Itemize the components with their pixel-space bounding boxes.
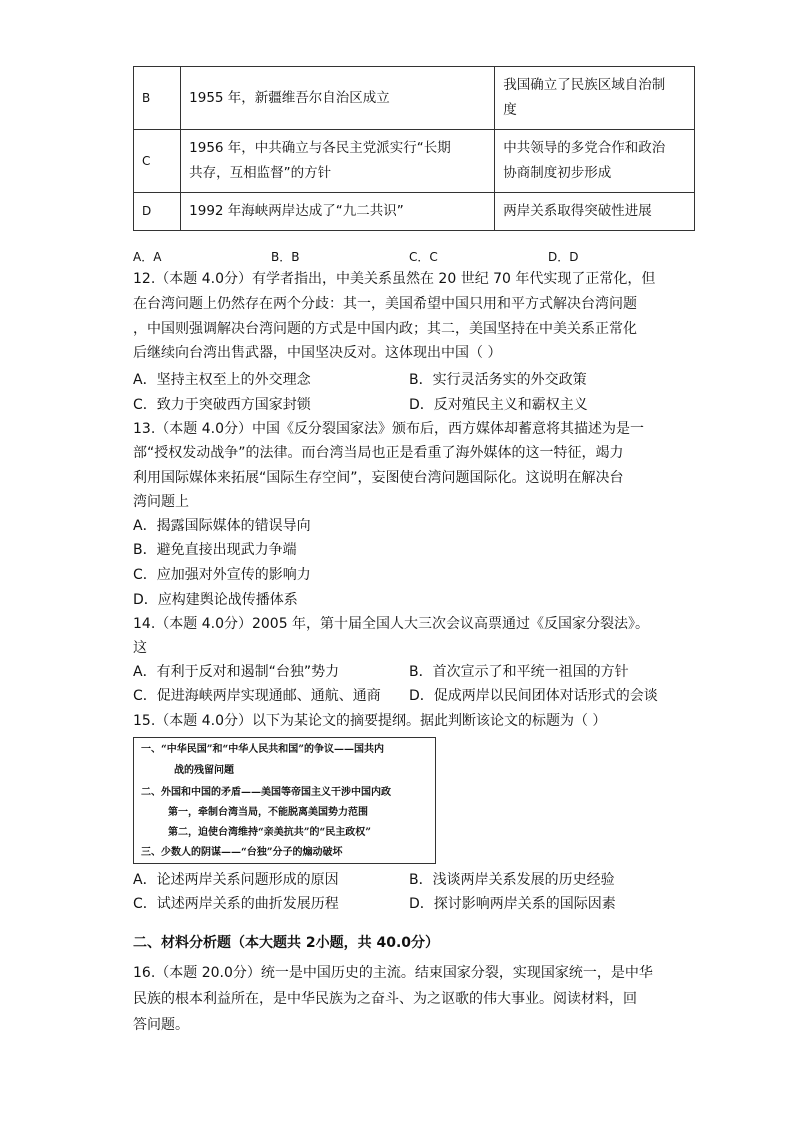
outline-line: 战的残留问题 — [174, 765, 234, 776]
outline-box — [133, 737, 436, 864]
q13-option-c[interactable]: C．应加强对外宣传的影响力 — [133, 567, 311, 583]
row-significance: 我国确立了民族区域自治制 度 — [495, 67, 695, 130]
q13-stem: 利用国际媒体来拓展“国际生存空间”，妄图使台湾问题国际化。这说明在解决台 — [133, 470, 624, 486]
q14-option-d[interactable]: D．促成两岸以民间团体对话形式的会谈 — [409, 688, 658, 704]
q15-option-d[interactable]: D．探讨影响两岸关系的国际因素 — [409, 896, 616, 912]
row-letter: D — [134, 193, 181, 231]
row-letter: C — [134, 130, 181, 193]
q11-option-d[interactable]: D．D — [548, 250, 579, 264]
q14-stem: 这 — [133, 640, 147, 656]
q16-stem: 答问题。 — [133, 1017, 189, 1033]
q13-option-b[interactable]: B．避免直接出现武力争端 — [133, 542, 297, 558]
outline-line: 三、少数人的阴谋——“台独”分子的煽动破坏 — [141, 847, 343, 858]
q16-stem: 16.（本题 20.0分）统一是中国历史的主流。结束国家分裂，实现国家统一，是中华 — [133, 965, 653, 981]
row-significance: 两岸关系取得突破性进展 — [495, 193, 695, 231]
table-row — [134, 67, 695, 130]
q12-option-a[interactable]: A．坚持主权至上的外交理念 — [133, 372, 311, 388]
q12-option-b[interactable]: B．实行灵活务实的外交政策 — [409, 372, 587, 388]
outline-line: 第二，迫使台湾维持“亲美抗共”的“民主政权” — [168, 827, 372, 838]
row-significance: 中共领导的多党合作和政治 协商制度初步形成 — [495, 130, 695, 193]
q15-option-c[interactable]: C．试述两岸关系的曲折发展历程 — [133, 896, 339, 912]
row-event: 1955 年，新疆维吾尔自治区成立 — [181, 67, 495, 130]
table-row — [134, 130, 695, 193]
q12-stem: 12.（本题 4.0分）有学者指出，中美关系虽然在 20 世纪 70 年代实现了正常化，但 — [133, 271, 656, 287]
outline-line: 一、“中华民国”和“中华人民共和国”的争议——国共内 — [141, 744, 385, 755]
section-heading: 二、材料分析题（本大题共 2小题，共 40.0分） — [133, 935, 440, 951]
q13-option-a[interactable]: A．揭露国际媒体的错误导向 — [133, 518, 311, 534]
table-row — [134, 193, 695, 231]
q12-option-d[interactable]: D．反对殖民主义和霸权主义 — [409, 397, 588, 413]
q12-stem: 后继续向台湾出售武器，中国坚决反对。这体现出中国（ ） — [133, 345, 502, 361]
q11-option-a[interactable]: A．A — [133, 250, 162, 264]
q15-option-a[interactable]: A．论述两岸关系问题形成的原因 — [133, 872, 339, 888]
q16-stem: 民族的根本利益所在，是中华民族为之奋斗、为之讴歌的伟大事业。阅读材料，回 — [133, 991, 637, 1007]
row-letter: B — [134, 67, 181, 130]
q12-stem: ，中国则强调解决台湾问题的方式是中国内政；其二，美国坚持在中美关系正常化 — [133, 321, 637, 337]
q13-stem: 部“授权发动战争”的法律。而台湾当局也正是看重了海外媒体的这一特征，竭力 — [133, 445, 624, 461]
q11-option-b[interactable]: B．B — [271, 250, 300, 264]
q14-option-c[interactable]: C．促进海峡两岸实现通邮、通航、通商 — [133, 688, 381, 704]
q15-stem: 15.（本题 4.0分）以下为某论文的摘要提纲。据此判断该论文的标题为（ ） — [133, 713, 607, 729]
q13-option-d[interactable]: D．应构建舆论战传播体系 — [133, 592, 298, 608]
row-event: 1992 年海峡两岸达成了“九二共识” — [181, 193, 495, 231]
q14-stem: 14.（本题 4.0分）2005 年，第十届全国人大三次会议高票通过《反国家分裂法》。 — [133, 616, 650, 632]
q12-stem: 在台湾问题上仍然存在两个分歧：其一，美国希望中国只用和平方式解决台湾问题 — [133, 296, 637, 312]
q15-option-b[interactable]: B．浅谈两岸关系发展的历史经验 — [409, 872, 615, 888]
q12-option-c[interactable]: C．致力于突破西方国家封锁 — [133, 397, 311, 413]
options-table — [133, 66, 695, 231]
outline-line: 二、外国和中国的矛盾——美国等帝国主义干涉中国内政 — [141, 787, 391, 798]
q14-option-a[interactable]: A．有利于反对和遏制“台独”势力 — [133, 664, 340, 680]
outline-line: 第一，牵制台湾当局，不能脱离美国势力范围 — [168, 807, 368, 818]
q11-option-c[interactable]: C．C — [409, 250, 438, 264]
q13-stem: 湾问题上 — [133, 494, 189, 510]
row-event: 1956 年，中共确立与各民主党派实行“长期 共存，互相监督”的方针 — [181, 130, 495, 193]
q13-stem: 13.（本题 4.0分）中国《反分裂国家法》颁布后，西方媒体却蓄意将其描述为是一 — [133, 421, 644, 437]
q14-option-b[interactable]: B．首次宣示了和平统一祖国的方针 — [409, 664, 629, 680]
